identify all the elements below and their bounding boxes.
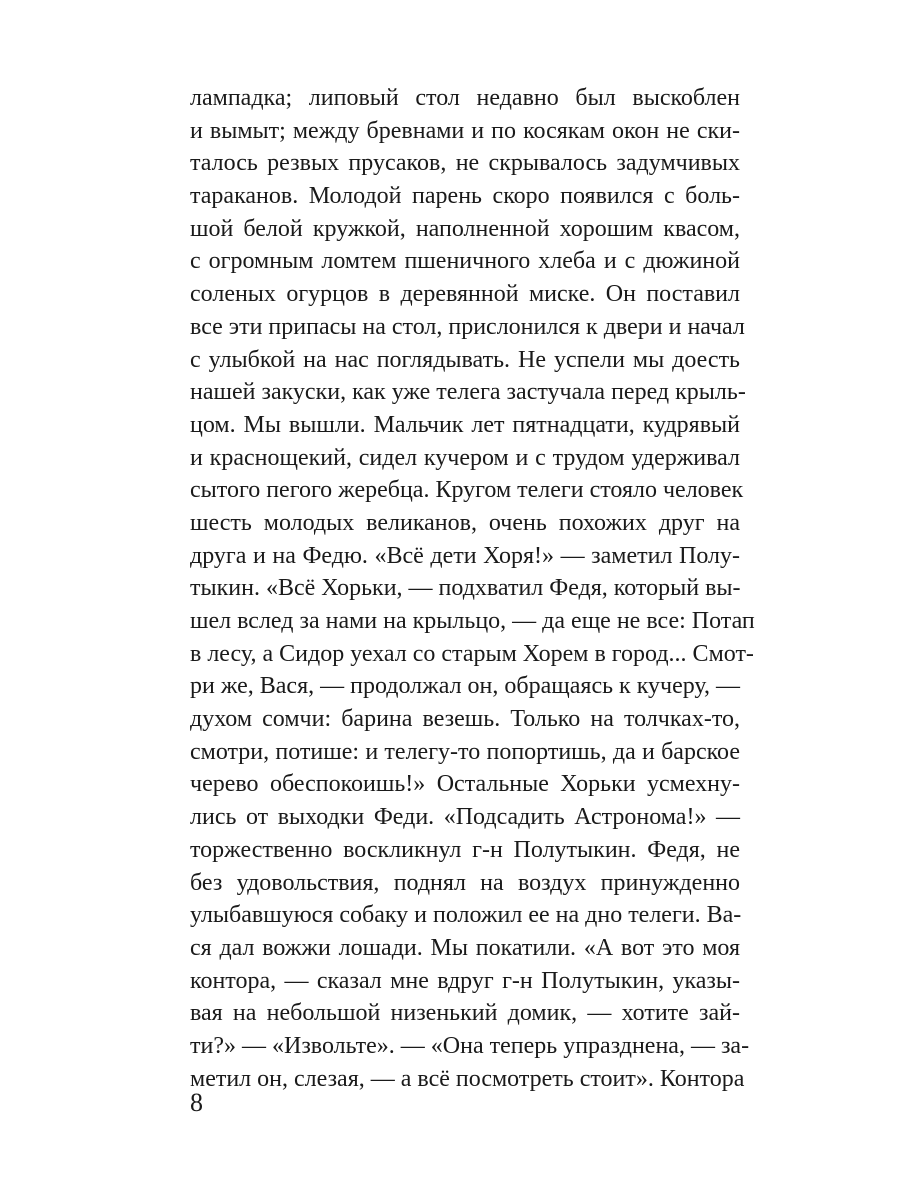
text-line: вая на небольшой низенький домик, — хотите зай- (190, 1000, 740, 1027)
text-line: контора, — сказал мне вдруг г-н Полутыкин, указы- (190, 967, 740, 994)
text-line: с огромным ломтем пшеничного хлеба и с дюжиной (190, 248, 740, 275)
text-line: ти?» — «Извольте». — «Она теперь упразднена, — за- (190, 1032, 750, 1059)
text-line: ри же, Вася, — продолжал он, обращаясь к кучеру, — (190, 673, 741, 700)
text-line: черево обеспокоишь!» Остальные Хорьки усмехну- (190, 771, 740, 798)
text-line: в лесу, а Сидор уехал со старым Хорем в город... Смот- (190, 640, 754, 667)
text-line: лись от выходки Феди. «Подсадить Астронома!» — (190, 804, 740, 831)
text-line: улыбавшуюся собаку и положил ее на дно телеги. Ва- (190, 902, 742, 929)
text-line: и краснощекий, сидел кучером и с трудом удерживал (190, 444, 740, 471)
text-line: тараканов. Молодой парень скоро появился с боль- (190, 183, 740, 210)
text-line: цом. Мы вышли. Мальчик лет пятнадцати, кудрявый (190, 411, 740, 438)
text-line: нашей закуски, как уже телега застучала перед крыль- (190, 379, 746, 406)
text-line: лампадка; липовый стол недавно был выскоблен (190, 85, 740, 111)
text-line: тыкин. «Всё Хорьки, — подхватил Федя, который вы- (190, 575, 741, 602)
text-line: метил он, слезая, — а всё посмотреть стоит». Контора (190, 1065, 745, 1092)
text-line: талось резвых прусаков, не скрывалось задумчивых (190, 150, 740, 177)
text-line: шел вслед за нами на крыльцо, — да еще не все: Потап (190, 608, 755, 634)
text-line: сытого пегого жеребца. Кругом телеги стояло человек (190, 477, 744, 504)
text-line: шесть молодых великанов, очень похожих друг на (190, 509, 740, 536)
text-line: все эти припасы на стол, прислонился к двери и начал (190, 313, 745, 340)
text-line: духом сомчи: барина везешь. Только на толчках-то, (190, 706, 740, 733)
text-line: без удовольствия, поднял на воздух принужденно (190, 869, 740, 896)
text-line: и вымыт; между бревнами и по косякам окон не ски- (190, 117, 740, 144)
text-line: шой белой кружкой, наполненной хорошим квасом, (190, 215, 740, 242)
text-line: соленых огурцов в деревянной миске. Он поставил (190, 281, 740, 308)
page-number: 8 (190, 1088, 203, 1117)
text-line: ся дал вожжи лошади. Мы покатили. «А вот это моя (190, 934, 740, 961)
text-line: торжественно воскликнул г-н Полутыкин. Федя, не (190, 836, 740, 863)
text-line: друга и на Федю. «Всё дети Хоря!» — заметил Полу- (190, 542, 740, 569)
body-text (190, 82, 755, 1095)
text-line: смотри, потише: и телегу-то попортишь, да и барское (190, 738, 740, 765)
text-line: с улыбкой на нас поглядывать. Не успели мы доесть (190, 346, 740, 373)
